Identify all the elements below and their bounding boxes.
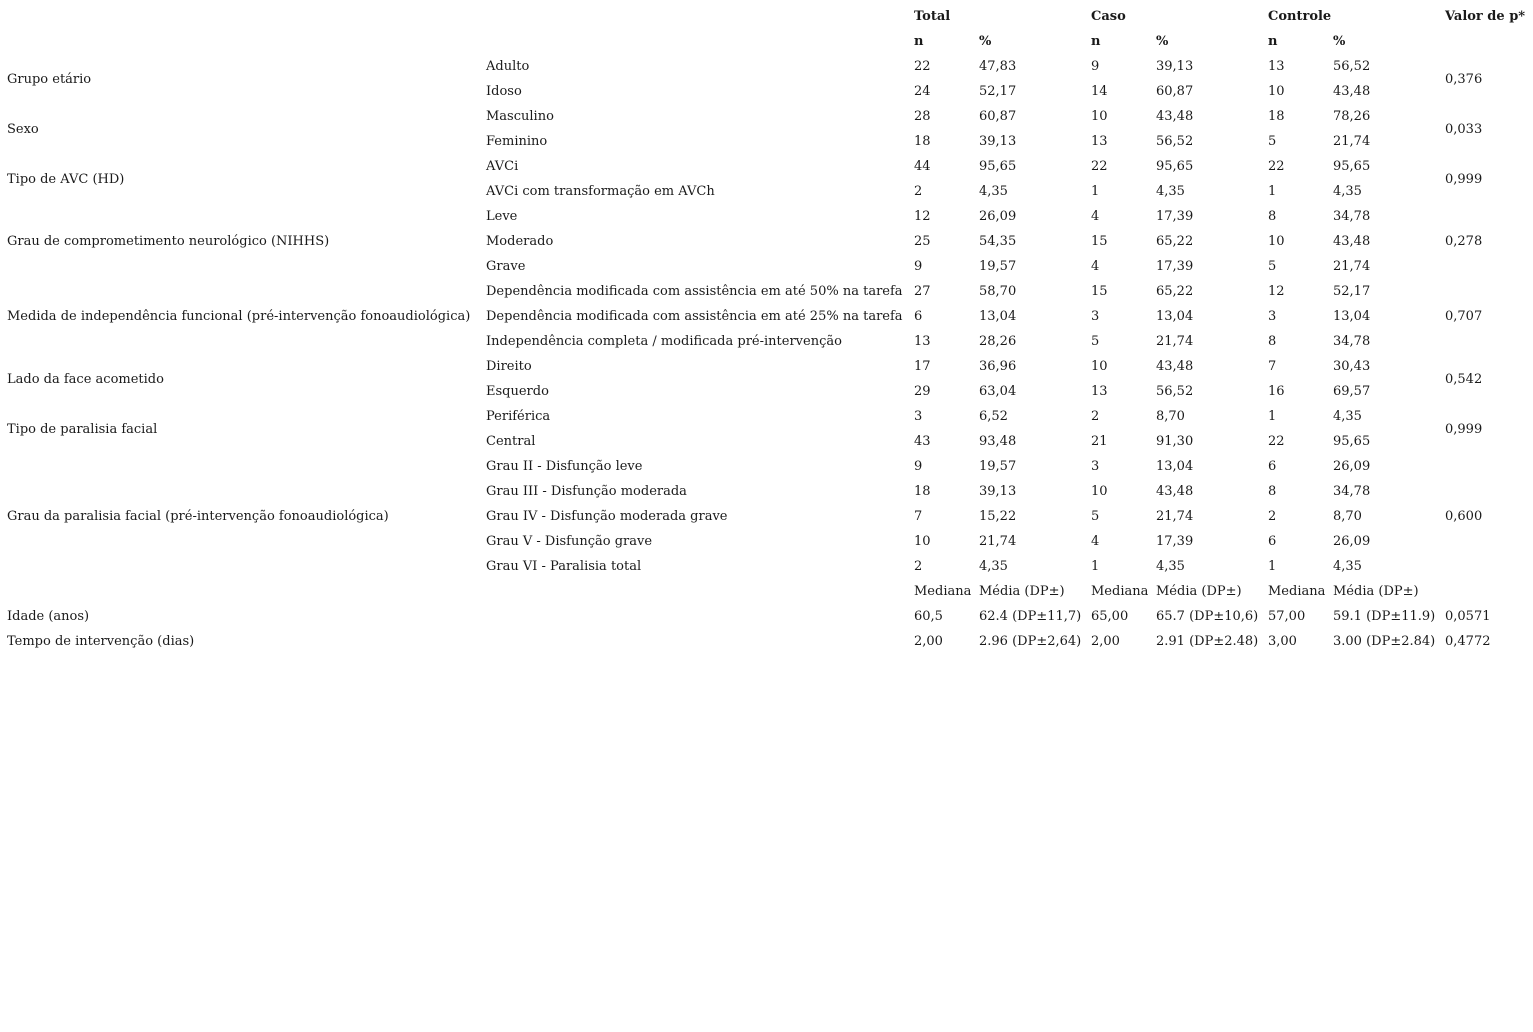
total-media-cell: 2.96 (DP±2,64) [979, 634, 1082, 649]
total-n-cell: 25 [914, 234, 931, 249]
empty-cell [1442, 579, 1527, 604]
controle-n-cell: 6 [1268, 534, 1277, 549]
caso-n-cell: 9 [1091, 59, 1100, 74]
controle-mediana-cell: 3,00 [1268, 634, 1297, 649]
table-row [4, 404, 1527, 429]
total-n-cell: 43 [914, 434, 931, 449]
total-n-cell: 18 [914, 484, 931, 499]
empty-subheader-category [483, 29, 911, 54]
group-header-row [4, 4, 1527, 29]
pvalue-cell: 0,0571 [1445, 609, 1491, 624]
total-pct-cell: 13,04 [979, 309, 1017, 324]
total-n-cell: 28 [914, 109, 931, 124]
total-n-cell: 13 [914, 334, 931, 349]
controle-pct-cell: 95,65 [1333, 159, 1371, 174]
controle-mediana-cell: 57,00 [1268, 609, 1306, 624]
caso-pct-cell: 4,35 [1156, 559, 1185, 574]
controle-media-cell: 3.00 (DP±2.84) [1333, 634, 1436, 649]
controle-pct-cell: 4,35 [1333, 559, 1362, 574]
controle-pct-cell: 78,26 [1333, 109, 1371, 124]
controle-n-cell: 10 [1268, 234, 1285, 249]
variable-label: Grupo etário [7, 71, 92, 87]
caso-n-cell: 3 [1091, 309, 1100, 324]
caso-n-cell: 13 [1091, 134, 1108, 149]
subheader-n-caso: n [1091, 34, 1101, 49]
caso-pct-cell: 4,35 [1156, 184, 1185, 199]
caso-media-cell: 2.91 (DP±2.48) [1156, 634, 1259, 649]
table-row [4, 104, 1527, 129]
caso-pct-cell: 91,30 [1156, 434, 1194, 449]
total-n-cell: 6 [914, 309, 923, 324]
category-label: Idoso [486, 84, 522, 99]
total-pct-cell: 54,35 [979, 234, 1017, 249]
total-pct-cell: 36,96 [979, 359, 1017, 374]
category-label: Leve [486, 209, 518, 224]
controle-n-cell: 10 [1268, 84, 1285, 99]
empty-cell [483, 579, 911, 604]
controle-pct-cell: 13,04 [1333, 309, 1371, 324]
empty-header-variable [4, 4, 483, 29]
controle-n-cell: 3 [1268, 309, 1277, 324]
caso-pct-cell: 56,52 [1156, 134, 1194, 149]
subheader-media-total: Média (DP±) [979, 584, 1065, 599]
caso-pct-cell: 17,39 [1156, 259, 1194, 274]
total-n-cell: 18 [914, 134, 931, 149]
controle-n-cell: 22 [1268, 434, 1285, 449]
table-body [4, 54, 1527, 654]
controle-pct-cell: 4,35 [1333, 184, 1362, 199]
total-n-cell: 2 [914, 559, 923, 574]
controle-n-cell: 8 [1268, 209, 1277, 224]
subheader-media-controle: Média (DP±) [1333, 584, 1419, 599]
category-label: Adulto [486, 59, 530, 74]
subheader-mediana-controle: Mediana [1268, 584, 1326, 599]
total-pct-cell: 95,65 [979, 159, 1017, 174]
controle-pct-cell: 26,09 [1333, 534, 1371, 549]
controle-n-cell: 1 [1268, 409, 1277, 424]
subheader-row [4, 29, 1527, 54]
total-n-cell: 17 [914, 359, 931, 374]
controle-pct-cell: 34,78 [1333, 209, 1371, 224]
pvalue-header: Valor de p* [1445, 9, 1526, 24]
table-row [4, 279, 1527, 304]
controle-pct-cell: 8,70 [1333, 509, 1362, 524]
total-pct-cell: 60,87 [979, 109, 1017, 124]
total-mediana-cell: 2,00 [914, 634, 943, 649]
total-n-cell: 10 [914, 534, 931, 549]
total-n-cell: 27 [914, 284, 931, 299]
caso-pct-cell: 21,74 [1156, 334, 1194, 349]
caso-pct-cell: 43,48 [1156, 359, 1194, 374]
category-label: Independência completa / modificada pré-intervenção [486, 334, 842, 349]
category-label: Masculino [486, 109, 554, 124]
caso-pct-cell: 8,70 [1156, 409, 1185, 424]
controle-n-cell: 5 [1268, 259, 1277, 274]
category-label: Grau V - Disfunção grave [486, 534, 653, 549]
group-header-total: Total [914, 9, 951, 24]
variable-label: Idade (anos) [7, 609, 90, 624]
continuous-subheader-row [4, 579, 1527, 604]
caso-n-cell: 4 [1091, 534, 1100, 549]
controle-pct-cell: 95,65 [1333, 434, 1371, 449]
pvalue-cell: 0,278 [1445, 234, 1483, 249]
category-label: Dependência modificada com assistência em até 50% na tarefa [486, 284, 903, 299]
total-n-cell: 7 [914, 509, 923, 524]
empty-header-category [483, 4, 911, 29]
total-n-cell: 9 [914, 459, 923, 474]
total-pct-cell: 63,04 [979, 384, 1017, 399]
variable-label: Grau de comprometimento neurológico (NIHHS) [7, 234, 330, 249]
controle-n-cell: 16 [1268, 384, 1285, 399]
pvalue-cell: 0,999 [1445, 171, 1483, 187]
subheader-media-caso: Média (DP±) [1156, 584, 1242, 599]
variable-label: Sexo [7, 121, 39, 137]
category-label: Grau IV - Disfunção moderada grave [486, 509, 728, 524]
controle-n-cell: 2 [1268, 509, 1277, 524]
caso-n-cell: 21 [1091, 434, 1108, 449]
subheader-pct-total: % [979, 34, 992, 49]
group-header-controle: Controle [1268, 9, 1332, 24]
category-label: AVCi [486, 159, 519, 174]
controle-media-cell: 59.1 (DP±11.9) [1333, 609, 1436, 624]
variable-label: Medida de independência funcional (pré-intervenção fonoaudiológica) [7, 309, 471, 324]
controle-pct-cell: 26,09 [1333, 459, 1371, 474]
pvalue-cell: 0,707 [1445, 309, 1483, 324]
caso-pct-cell: 65,22 [1156, 234, 1194, 249]
total-pct-cell: 4,35 [979, 184, 1008, 199]
pvalue-cell: 0,4772 [1445, 634, 1491, 649]
caso-pct-cell: 13,04 [1156, 309, 1194, 324]
controle-pct-cell: 43,48 [1333, 234, 1371, 249]
variable-label: Tipo de paralisia facial [7, 421, 158, 437]
controle-n-cell: 1 [1268, 184, 1277, 199]
pvalue-cell: 0,600 [1445, 509, 1483, 524]
pvalue-cell: 0,033 [1445, 121, 1483, 137]
continuous-row [4, 604, 1527, 629]
caso-n-cell: 15 [1091, 234, 1108, 249]
variable-label: Tempo de intervenção (dias) [7, 634, 195, 649]
table-row [4, 454, 1527, 479]
continuous-row [4, 629, 1527, 654]
empty-cell [4, 579, 483, 604]
caso-mediana-cell: 2,00 [1091, 634, 1120, 649]
total-pct-cell: 19,57 [979, 259, 1017, 274]
category-label: Moderado [486, 234, 554, 249]
controle-n-cell: 8 [1268, 334, 1277, 349]
controle-n-cell: 22 [1268, 159, 1285, 174]
total-pct-cell: 19,57 [979, 459, 1017, 474]
caso-n-cell: 15 [1091, 284, 1108, 299]
empty-cell [483, 629, 911, 654]
empty-subheader-variable [4, 29, 483, 54]
caso-pct-cell: 65,22 [1156, 284, 1194, 299]
table-row [4, 354, 1527, 379]
subheader-pct-controle: % [1333, 34, 1346, 49]
caso-pct-cell: 56,52 [1156, 384, 1194, 399]
caso-n-cell: 10 [1091, 484, 1108, 499]
total-n-cell: 2 [914, 184, 923, 199]
caso-pct-cell: 17,39 [1156, 534, 1194, 549]
caso-pct-cell: 95,65 [1156, 159, 1194, 174]
total-n-cell: 22 [914, 59, 931, 74]
caso-n-cell: 3 [1091, 459, 1100, 474]
caso-n-cell: 22 [1091, 159, 1108, 174]
controle-pct-cell: 43,48 [1333, 84, 1371, 99]
total-n-cell: 9 [914, 259, 923, 274]
caso-n-cell: 14 [1091, 84, 1108, 99]
controle-pct-cell: 4,35 [1333, 409, 1362, 424]
category-label: Esquerdo [486, 384, 549, 399]
controle-n-cell: 6 [1268, 459, 1277, 474]
results-table [4, 4, 1527, 654]
total-pct-cell: 4,35 [979, 559, 1008, 574]
controle-pct-cell: 52,17 [1333, 284, 1371, 299]
subheader-pct-caso: % [1156, 34, 1169, 49]
caso-pct-cell: 60,87 [1156, 84, 1194, 99]
variable-label: Tipo de AVC (HD) [7, 171, 125, 187]
total-n-cell: 12 [914, 209, 931, 224]
variable-label: Grau da paralisia facial (pré-intervenção fonoaudiológica) [7, 509, 389, 524]
total-pct-cell: 58,70 [979, 284, 1017, 299]
category-label: Central [486, 434, 536, 449]
category-label: Grave [486, 259, 526, 274]
controle-n-cell: 5 [1268, 134, 1277, 149]
table-row [4, 204, 1527, 229]
category-label: Grau II - Disfunção leve [486, 459, 643, 474]
caso-n-cell: 5 [1091, 334, 1100, 349]
controle-pct-cell: 34,78 [1333, 334, 1371, 349]
total-pct-cell: 26,09 [979, 209, 1017, 224]
total-pct-cell: 6,52 [979, 409, 1008, 424]
table-row [4, 54, 1527, 79]
caso-n-cell: 1 [1091, 559, 1100, 574]
controle-pct-cell: 21,74 [1333, 259, 1371, 274]
caso-mediana-cell: 65,00 [1091, 609, 1129, 624]
total-n-cell: 24 [914, 84, 931, 99]
controle-n-cell: 18 [1268, 109, 1285, 124]
caso-pct-cell: 39,13 [1156, 59, 1194, 74]
total-pct-cell: 52,17 [979, 84, 1017, 99]
caso-n-cell: 5 [1091, 509, 1100, 524]
controle-pct-cell: 21,74 [1333, 134, 1371, 149]
controle-pct-cell: 56,52 [1333, 59, 1371, 74]
total-n-cell: 44 [914, 159, 931, 174]
caso-pct-cell: 17,39 [1156, 209, 1194, 224]
table-row [4, 154, 1527, 179]
controle-pct-cell: 69,57 [1333, 384, 1371, 399]
caso-n-cell: 10 [1091, 359, 1108, 374]
category-label: Feminino [486, 134, 548, 149]
pvalue-cell: 0,376 [1445, 71, 1483, 87]
empty-subheader-pvalue [1442, 29, 1527, 54]
pvalue-cell: 0,999 [1445, 421, 1483, 437]
category-label: AVCi com transformação em AVCh [486, 184, 715, 199]
empty-cell [483, 604, 911, 629]
caso-n-cell: 10 [1091, 109, 1108, 124]
controle-n-cell: 7 [1268, 359, 1277, 374]
caso-pct-cell: 43,48 [1156, 484, 1194, 499]
total-pct-cell: 93,48 [979, 434, 1017, 449]
caso-n-cell: 2 [1091, 409, 1100, 424]
controle-pct-cell: 34,78 [1333, 484, 1371, 499]
controle-pct-cell: 30,43 [1333, 359, 1371, 374]
caso-pct-cell: 13,04 [1156, 459, 1194, 474]
total-pct-cell: 15,22 [979, 509, 1017, 524]
category-label: Grau VI - Paralisia total [486, 559, 642, 574]
caso-n-cell: 1 [1091, 184, 1100, 199]
subheader-mediana-caso: Mediana [1091, 584, 1149, 599]
category-label: Periférica [486, 409, 551, 424]
category-label: Dependência modificada com assistência em até 25% na tarefa [486, 309, 903, 324]
subheader-n-total: n [914, 34, 924, 49]
controle-n-cell: 12 [1268, 284, 1285, 299]
total-n-cell: 3 [914, 409, 923, 424]
total-pct-cell: 47,83 [979, 59, 1017, 74]
subheader-mediana-total: Mediana [914, 584, 972, 599]
caso-n-cell: 13 [1091, 384, 1108, 399]
total-pct-cell: 28,26 [979, 334, 1017, 349]
total-media-cell: 62.4 (DP±11,7) [979, 609, 1082, 624]
total-pct-cell: 21,74 [979, 534, 1017, 549]
controle-n-cell: 13 [1268, 59, 1285, 74]
category-label: Direito [486, 359, 532, 374]
subheader-n-controle: n [1268, 34, 1278, 49]
total-mediana-cell: 60,5 [914, 609, 943, 624]
pvalue-cell: 0,542 [1445, 371, 1483, 387]
caso-n-cell: 4 [1091, 259, 1100, 274]
caso-n-cell: 4 [1091, 209, 1100, 224]
total-n-cell: 29 [914, 384, 931, 399]
caso-pct-cell: 21,74 [1156, 509, 1194, 524]
caso-pct-cell: 43,48 [1156, 109, 1194, 124]
group-header-caso: Caso [1091, 9, 1126, 24]
controle-n-cell: 1 [1268, 559, 1277, 574]
total-pct-cell: 39,13 [979, 484, 1017, 499]
category-label: Grau III - Disfunção moderada [486, 484, 687, 499]
caso-media-cell: 65.7 (DP±10,6) [1156, 609, 1259, 624]
controle-n-cell: 8 [1268, 484, 1277, 499]
variable-label: Lado da face acometido [7, 371, 164, 387]
total-pct-cell: 39,13 [979, 134, 1017, 149]
